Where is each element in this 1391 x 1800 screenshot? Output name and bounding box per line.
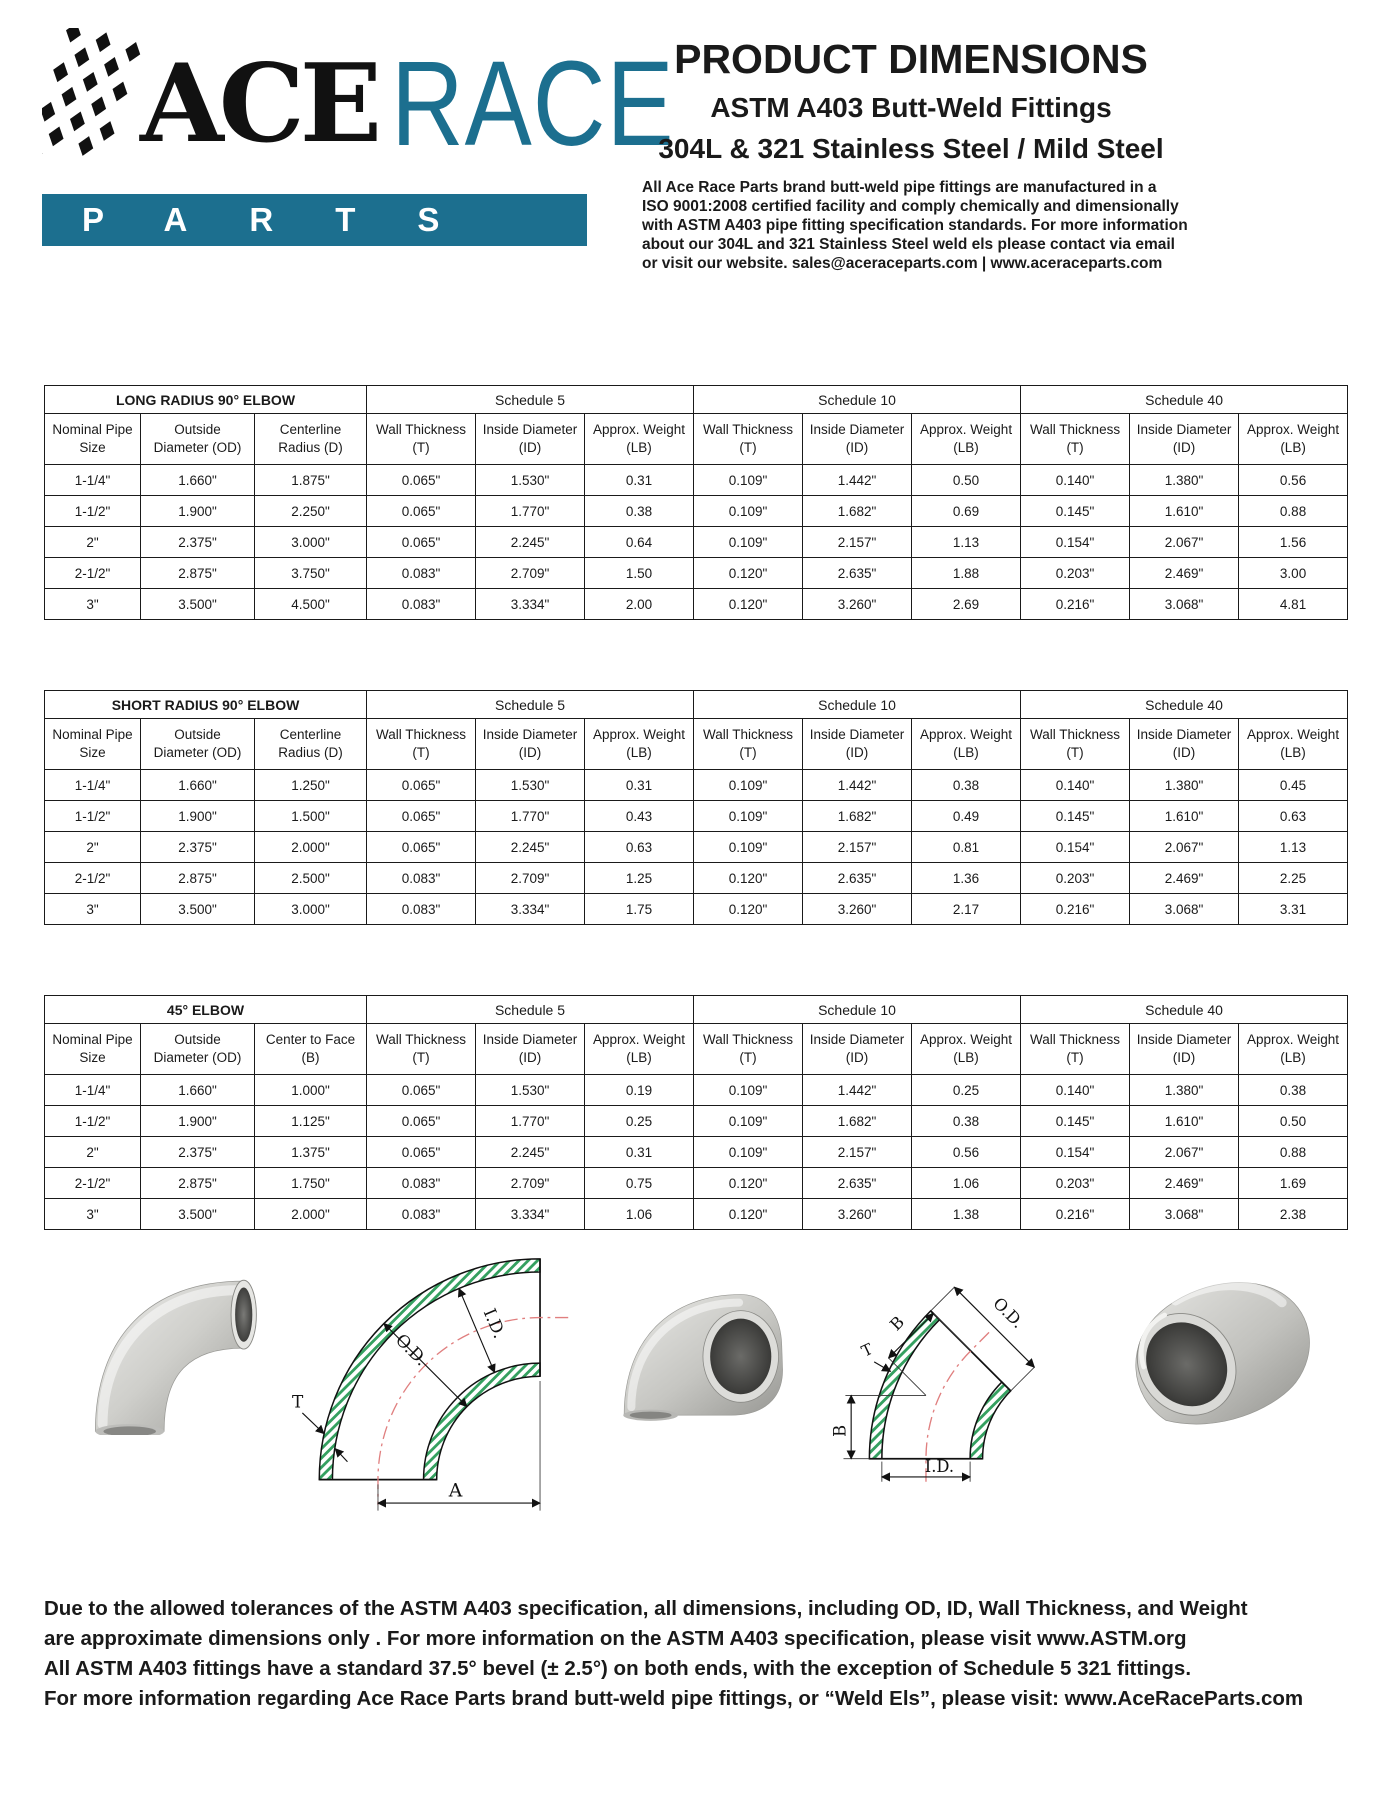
table-cell: 1.610" [1130, 496, 1239, 527]
table-cell: 2.157" [803, 832, 912, 863]
column-header: Inside Diameter (ID) [476, 719, 585, 770]
table-cell: 0.203" [1021, 863, 1130, 894]
column-header: Centerline Radius (D) [255, 414, 367, 465]
table-cell: 0.154" [1021, 527, 1130, 558]
table-cell: 0.065" [367, 527, 476, 558]
table-cell: 2.875" [141, 1168, 255, 1199]
footer-line: For more information regarding Ace Race Parts brand butt-weld pipe fittings, or “Weld Els”, please visit: www.AceRaceParts.com [44, 1687, 1304, 1710]
table-cell: 3.260" [803, 894, 912, 925]
table-cell: 0.25 [585, 1106, 694, 1137]
table-cell: 1.875" [255, 465, 367, 496]
table-cell: 0.38 [912, 770, 1021, 801]
table-cell: 1.88 [912, 558, 1021, 589]
table-cell: 1.13 [912, 527, 1021, 558]
schedule-group-header: Schedule 40 [1021, 386, 1348, 414]
table-cell: 0.145" [1021, 496, 1130, 527]
intro-line: or visit our website. sales@aceraceparts.com | www.aceraceparts.com [642, 255, 1163, 272]
table-cell: 3.334" [476, 894, 585, 925]
column-header: Wall Thickness (T) [367, 414, 476, 465]
column-header: Wall Thickness (T) [694, 719, 803, 770]
table-cell: 0.31 [585, 770, 694, 801]
subtitle-fittings: ASTM A403 Butt-Weld Fittings [710, 92, 1112, 123]
table-cell: 1.682" [803, 801, 912, 832]
table-cell: 0.065" [367, 801, 476, 832]
table-cell: 1-1/4" [45, 770, 141, 801]
table-cell: 2.157" [803, 1137, 912, 1168]
table-cell: 0.19 [585, 1075, 694, 1106]
table-row [45, 1137, 1348, 1168]
table-cell: 1.380" [1130, 770, 1239, 801]
column-header: Approx. Weight (LB) [1239, 1024, 1348, 1075]
table-cell: 0.083" [367, 589, 476, 620]
table-cell: 3.500" [141, 1199, 255, 1230]
table-cell: 0.065" [367, 770, 476, 801]
table-cell: 1.36 [912, 863, 1021, 894]
table-cell: 0.31 [585, 1137, 694, 1168]
table-cell: 3.260" [803, 1199, 912, 1230]
schedule-group-header: Schedule 5 [367, 386, 694, 414]
table-cell: 1.660" [141, 770, 255, 801]
table-cell: 2.00 [585, 589, 694, 620]
column-header: Outside Diameter (OD) [141, 1024, 255, 1075]
column-header: Approx. Weight (LB) [912, 1024, 1021, 1075]
table-cell: 1.610" [1130, 801, 1239, 832]
table-row [45, 832, 1348, 863]
table-cell: 0.120" [694, 589, 803, 620]
column-header: Inside Diameter (ID) [803, 1024, 912, 1075]
long-radius-elbow-section [44, 385, 1348, 620]
table-cell: 1-1/2" [45, 496, 141, 527]
table-cell: 0.140" [1021, 465, 1130, 496]
header [628, 36, 1194, 273]
column-header: Wall Thickness (T) [1021, 719, 1130, 770]
table-cell: 0.109" [694, 527, 803, 558]
table-cell: 2-1/2" [45, 558, 141, 589]
table-cell: 2.469" [1130, 863, 1239, 894]
column-header: Wall Thickness (T) [367, 719, 476, 770]
column-header: Inside Diameter (ID) [1130, 414, 1239, 465]
table-cell: 0.140" [1021, 770, 1130, 801]
b-left-dimension-label: B [830, 1424, 850, 1437]
table-cell: 0.203" [1021, 1168, 1130, 1199]
table-cell: 2.000" [255, 1199, 367, 1230]
table-cell: 0.120" [694, 894, 803, 925]
b-top-dimension-label: B [886, 1312, 909, 1335]
table-cell: 0.145" [1021, 1106, 1130, 1137]
table-cell: 0.109" [694, 1137, 803, 1168]
column-header: Wall Thickness (T) [694, 1024, 803, 1075]
id-dimension-label: I.D. [479, 1305, 510, 1342]
column-header: Center to Face (B) [255, 1024, 367, 1075]
table-cell: 3.068" [1130, 1199, 1239, 1230]
column-header: Inside Diameter (ID) [476, 1024, 585, 1075]
column-header: Inside Diameter (ID) [476, 414, 585, 465]
column-header: Outside Diameter (OD) [141, 719, 255, 770]
intro-line: about our 304L and 321 Stainless Steel weld els please contact via email [642, 236, 1175, 253]
table-cell: 1.530" [476, 1075, 585, 1106]
footer-line: All ASTM A403 fittings have a standard 37.5° bevel (± 2.5°) on both ends, with the exception of Schedule 5 321 fittings. [44, 1657, 1192, 1680]
table-title: SHORT RADIUS 90° ELBOW [45, 691, 367, 719]
table-cell: 0.083" [367, 1199, 476, 1230]
column-header: Wall Thickness (T) [1021, 1024, 1130, 1075]
table-cell: 2.245" [476, 832, 585, 863]
table-cell: 1.500" [255, 801, 367, 832]
table-cell: 1.56 [1239, 527, 1348, 558]
table-cell: 1.530" [476, 770, 585, 801]
table-cell: 0.49 [912, 801, 1021, 832]
table-cell: 1.38 [912, 1199, 1021, 1230]
column-header: Approx. Weight (LB) [1239, 414, 1348, 465]
table-cell: 2.709" [476, 863, 585, 894]
table-cell: 0.69 [912, 496, 1021, 527]
table-cell: 2.067" [1130, 832, 1239, 863]
table-title: LONG RADIUS 90° ELBOW [45, 386, 367, 414]
table-cell: 2.250" [255, 496, 367, 527]
od-dimension-label: O.D. [989, 1293, 1028, 1333]
table-cell: 0.109" [694, 770, 803, 801]
table-cell: 0.065" [367, 832, 476, 863]
column-header: Centerline Radius (D) [255, 719, 367, 770]
table-cell: 2.245" [476, 1137, 585, 1168]
table-row [45, 801, 1348, 832]
table-cell: 1.13 [1239, 832, 1348, 863]
footer-line: Due to the allowed tolerances of the ASTM A403 specification, all dimensions, including OD, ID, Wall Thickness, and Weight [44, 1597, 1248, 1620]
short-radius-elbow-photo [604, 1254, 789, 1430]
45-elbow-table [44, 995, 1348, 1230]
schedule-group-header: Schedule 5 [367, 996, 694, 1024]
logo-parts-banner [42, 194, 587, 246]
table-cell: 2.875" [141, 863, 255, 894]
table-cell: 2" [45, 1137, 141, 1168]
table-cell: 0.065" [367, 1137, 476, 1168]
table-cell: 2.25 [1239, 863, 1348, 894]
table-cell: 0.120" [694, 558, 803, 589]
table-cell: 1.69 [1239, 1168, 1348, 1199]
table-cell: 0.109" [694, 1075, 803, 1106]
table-cell: 0.63 [1239, 801, 1348, 832]
table-row [45, 1168, 1348, 1199]
elbow-45-diagram [805, 1240, 1093, 1499]
table-cell: 1.125" [255, 1106, 367, 1137]
table-cell: 1.610" [1130, 1106, 1239, 1137]
table-cell: 1.000" [255, 1075, 367, 1106]
table-cell: 1.770" [476, 496, 585, 527]
table-cell: 4.81 [1239, 589, 1348, 620]
table-row [45, 863, 1348, 894]
table-cell: 0.065" [367, 465, 476, 496]
table-cell: 3.000" [255, 894, 367, 925]
table-cell: 3.500" [141, 589, 255, 620]
table-cell: 0.109" [694, 801, 803, 832]
short-radius-elbow-table [44, 690, 1348, 925]
table-cell: 0.88 [1239, 496, 1348, 527]
table-cell: 0.216" [1021, 1199, 1130, 1230]
table-cell: 0.083" [367, 894, 476, 925]
table-cell: 1.682" [803, 496, 912, 527]
table-cell: 0.120" [694, 1199, 803, 1230]
od-dimension-label: O.D. [391, 1329, 432, 1370]
table-cell: 1.442" [803, 770, 912, 801]
table-cell: 1-1/4" [45, 1075, 141, 1106]
logo-parts-text: PARTS [82, 201, 502, 238]
column-header: Approx. Weight (LB) [585, 414, 694, 465]
table-row [45, 496, 1348, 527]
table-row [45, 558, 1348, 589]
table-cell: 1.682" [803, 1106, 912, 1137]
table-cell: 1.375" [255, 1137, 367, 1168]
column-header: Inside Diameter (ID) [1130, 1024, 1239, 1075]
ace-race-parts-logo [42, 26, 675, 246]
table-cell: 3.334" [476, 589, 585, 620]
table-cell: 0.216" [1021, 589, 1130, 620]
table-cell: 3.068" [1130, 894, 1239, 925]
table-cell: 2.635" [803, 863, 912, 894]
table-cell: 1.380" [1130, 465, 1239, 496]
logo-race-text: RACE [391, 36, 675, 172]
column-header: Approx. Weight (LB) [585, 1024, 694, 1075]
intro-line: All Ace Race Parts brand butt-weld pipe fittings are manufactured in a [642, 179, 1157, 196]
table-cell: 3.31 [1239, 894, 1348, 925]
table-cell: 1.750" [255, 1168, 367, 1199]
table-cell: 0.109" [694, 496, 803, 527]
table-cell: 3.500" [141, 894, 255, 925]
table-cell: 1.770" [476, 1106, 585, 1137]
table-cell: 2.000" [255, 832, 367, 863]
table-cell: 1.900" [141, 496, 255, 527]
schedule-group-header: Schedule 10 [694, 386, 1021, 414]
table-row [45, 527, 1348, 558]
table-cell: 0.120" [694, 863, 803, 894]
column-header: Wall Thickness (T) [1021, 414, 1130, 465]
figures-row [70, 1240, 1325, 1522]
table-cell: 2.17 [912, 894, 1021, 925]
table-cell: 0.203" [1021, 558, 1130, 589]
table-cell: 2" [45, 527, 141, 558]
schedule-group-header: Schedule 40 [1021, 996, 1348, 1024]
column-header: Nominal Pipe Size [45, 414, 141, 465]
table-cell: 0.56 [912, 1137, 1021, 1168]
table-cell: 0.109" [694, 465, 803, 496]
table-cell: 2.375" [141, 527, 255, 558]
table-cell: 2.375" [141, 1137, 255, 1168]
table-cell: 0.50 [1239, 1106, 1348, 1137]
schedule-group-header: Schedule 5 [367, 691, 694, 719]
column-header: Approx. Weight (LB) [912, 414, 1021, 465]
table-cell: 0.109" [694, 1106, 803, 1137]
column-header: Approx. Weight (LB) [912, 719, 1021, 770]
schedule-group-header: Schedule 40 [1021, 691, 1348, 719]
table-cell: 0.140" [1021, 1075, 1130, 1106]
table-cell: 3" [45, 894, 141, 925]
logo-ace-text: ACE [140, 41, 378, 167]
table-cell: 2.500" [255, 863, 367, 894]
table-cell: 0.50 [912, 465, 1021, 496]
table-cell: 1.442" [803, 1075, 912, 1106]
column-header: Outside Diameter (OD) [141, 414, 255, 465]
long-radius-elbow-table [44, 385, 1348, 620]
table-cell: 0.154" [1021, 832, 1130, 863]
table-cell: 0.083" [367, 1168, 476, 1199]
table-cell: 2.067" [1130, 1137, 1239, 1168]
table-cell: 0.43 [585, 801, 694, 832]
table-cell: 0.38 [912, 1106, 1021, 1137]
column-header: Inside Diameter (ID) [803, 414, 912, 465]
table-cell: 0.38 [1239, 1075, 1348, 1106]
table-row [45, 770, 1348, 801]
column-header: Approx. Weight (LB) [1239, 719, 1348, 770]
table-cell: 0.25 [912, 1075, 1021, 1106]
table-cell: 1.660" [141, 1075, 255, 1106]
table-cell: 1.06 [912, 1168, 1021, 1199]
wall-thickness-label: T [291, 1391, 304, 1412]
logo-wordmark [42, 26, 675, 182]
table-cell: 1.900" [141, 1106, 255, 1137]
table-cell: 0.75 [585, 1168, 694, 1199]
table-cell: 0.065" [367, 1106, 476, 1137]
column-header: Inside Diameter (ID) [803, 719, 912, 770]
table-row [45, 1075, 1348, 1106]
table-cell: 1.770" [476, 801, 585, 832]
table-cell: 0.109" [694, 832, 803, 863]
table-cell: 0.31 [585, 465, 694, 496]
intro-line: ISO 9001:2008 certified facility and comply chemically and dimensionally [642, 198, 1179, 215]
table-cell: 1.660" [141, 465, 255, 496]
table-cell: 4.500" [255, 589, 367, 620]
column-header: Nominal Pipe Size [45, 1024, 141, 1075]
table-cell: 2" [45, 832, 141, 863]
table-cell: 0.63 [585, 832, 694, 863]
table-cell: 2.635" [803, 1168, 912, 1199]
table-cell: 0.154" [1021, 1137, 1130, 1168]
table-cell: 1.900" [141, 801, 255, 832]
table-cell: 2.245" [476, 527, 585, 558]
table-cell: 1-1/4" [45, 465, 141, 496]
table-cell: 0.065" [367, 1075, 476, 1106]
table-cell: 0.81 [912, 832, 1021, 863]
column-header: Approx. Weight (LB) [585, 719, 694, 770]
subtitle-materials: 304L & 321 Stainless Steel / Mild Steel [658, 133, 1164, 164]
table-cell: 2-1/2" [45, 1168, 141, 1199]
table-cell: 0.56 [1239, 465, 1348, 496]
table-cell: 2.709" [476, 558, 585, 589]
table-cell: 2.157" [803, 527, 912, 558]
table-cell: 1.06 [585, 1199, 694, 1230]
short-radius-elbow-section [44, 690, 1348, 925]
table-cell: 3.334" [476, 1199, 585, 1230]
table-cell: 2.875" [141, 558, 255, 589]
table-cell: 2.469" [1130, 1168, 1239, 1199]
table-cell: 3" [45, 589, 141, 620]
table-cell: 0.083" [367, 863, 476, 894]
long-radius-elbow-photo [70, 1254, 260, 1435]
id-dimension-label: I.D. [925, 1457, 955, 1477]
table-row [45, 1106, 1348, 1137]
table-cell: 1.50 [585, 558, 694, 589]
column-header: Nominal Pipe Size [45, 719, 141, 770]
table-cell: 1.442" [803, 465, 912, 496]
table-cell: 0.88 [1239, 1137, 1348, 1168]
intro-line: with ASTM A403 pipe fitting specification standards. For more information [642, 217, 1188, 234]
table-cell: 0.120" [694, 1168, 803, 1199]
table-title: 45° ELBOW [45, 996, 367, 1024]
schedule-group-header: Schedule 10 [694, 996, 1021, 1024]
table-cell: 1.380" [1130, 1075, 1239, 1106]
table-cell: 2-1/2" [45, 863, 141, 894]
table-cell: 2.067" [1130, 527, 1239, 558]
table-cell: 2.69 [912, 589, 1021, 620]
column-header: Wall Thickness (T) [694, 414, 803, 465]
table-cell: 0.145" [1021, 801, 1130, 832]
table-cell: 1.530" [476, 465, 585, 496]
table-row [45, 465, 1348, 496]
table-cell: 1-1/2" [45, 1106, 141, 1137]
column-header: Wall Thickness (T) [367, 1024, 476, 1075]
table-row [45, 1199, 1348, 1230]
45-elbow-section [44, 995, 1348, 1230]
table-cell: 1-1/2" [45, 801, 141, 832]
table-cell: 3.00 [1239, 558, 1348, 589]
table-cell: 2.635" [803, 558, 912, 589]
table-cell: 0.083" [367, 558, 476, 589]
table-cell: 3.750" [255, 558, 367, 589]
wall-thickness-label: T [858, 1340, 876, 1361]
column-header: Inside Diameter (ID) [1130, 719, 1239, 770]
table-cell: 0.64 [585, 527, 694, 558]
footer-notes [44, 1594, 1354, 1714]
table-cell: 3.068" [1130, 589, 1239, 620]
table-cell: 2.375" [141, 832, 255, 863]
footer-line: are approximate dimensions only . For more information on the ASTM A403 specification, please visit www.ASTM.org [44, 1627, 1187, 1650]
checkered-flag-icon [42, 28, 146, 180]
elbow-45-photo [1110, 1254, 1325, 1441]
table-row [45, 589, 1348, 620]
table-cell: 3.000" [255, 527, 367, 558]
intro-paragraph [628, 178, 1194, 273]
table-cell: 3" [45, 1199, 141, 1230]
table-cell: 0.065" [367, 496, 476, 527]
schedule-group-header: Schedule 10 [694, 691, 1021, 719]
a-dimension-label: A [448, 1480, 463, 1502]
table-cell: 1.25 [585, 863, 694, 894]
table-cell: 0.38 [585, 496, 694, 527]
table-cell: 1.250" [255, 770, 367, 801]
table-cell: 0.45 [1239, 770, 1348, 801]
table-cell: 3.260" [803, 589, 912, 620]
table-cell: 2.469" [1130, 558, 1239, 589]
elbow-90-diagram [277, 1240, 587, 1522]
table-cell: 0.216" [1021, 894, 1130, 925]
table-row [45, 894, 1348, 925]
page-title: PRODUCT DIMENSIONS [674, 36, 1148, 82]
table-cell: 2.38 [1239, 1199, 1348, 1230]
table-cell: 2.709" [476, 1168, 585, 1199]
table-cell: 1.75 [585, 894, 694, 925]
